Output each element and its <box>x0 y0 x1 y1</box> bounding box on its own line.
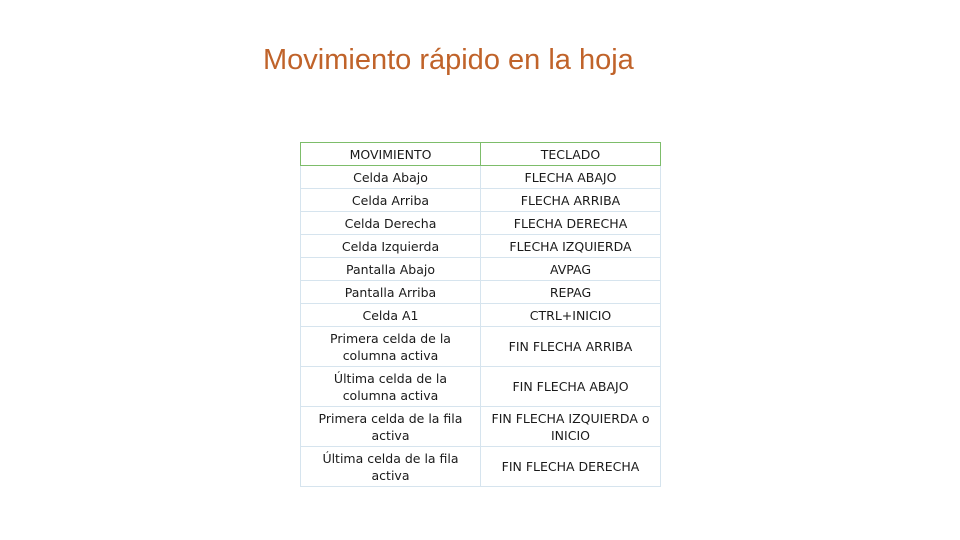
table-header-row <box>301 143 661 166</box>
column-header-movimiento: MOVIMIENTO <box>301 143 481 166</box>
table-row <box>301 407 661 447</box>
teclado-cell: FIN FLECHA ABAJO <box>481 367 661 407</box>
teclado-cell: AVPAG <box>481 258 661 281</box>
movimiento-cell: Primera celda de la columna activa <box>301 327 481 367</box>
table-row <box>301 212 661 235</box>
table-row <box>301 235 661 258</box>
table-row <box>301 258 661 281</box>
movimiento-cell: Celda Arriba <box>301 189 481 212</box>
table-row <box>301 327 661 367</box>
teclado-cell: FIN FLECHA DERECHA <box>481 447 661 487</box>
column-header-teclado: TECLADO <box>481 143 661 166</box>
movimiento-cell: Última celda de la fila activa <box>301 447 481 487</box>
table-row <box>301 367 661 407</box>
page-title: Movimiento rápido en la hoja <box>263 44 634 76</box>
table-row <box>301 281 661 304</box>
movimiento-cell: Celda Abajo <box>301 166 481 189</box>
shortcuts-table <box>300 142 661 487</box>
teclado-cell: FLECHA IZQUIERDA <box>481 235 661 258</box>
teclado-cell: FIN FLECHA ARRIBA <box>481 327 661 367</box>
teclado-cell: CTRL+INICIO <box>481 304 661 327</box>
teclado-cell: REPAG <box>481 281 661 304</box>
table-row <box>301 189 661 212</box>
teclado-cell: FLECHA ARRIBA <box>481 189 661 212</box>
movimiento-cell: Celda Derecha <box>301 212 481 235</box>
teclado-cell: FLECHA ABAJO <box>481 166 661 189</box>
table-row <box>301 447 661 487</box>
movimiento-cell: Celda Izquierda <box>301 235 481 258</box>
movimiento-cell: Pantalla Arriba <box>301 281 481 304</box>
movimiento-cell: Pantalla Abajo <box>301 258 481 281</box>
teclado-cell: FLECHA DERECHA <box>481 212 661 235</box>
movimiento-cell: Primera celda de la fila activa <box>301 407 481 447</box>
table-row <box>301 304 661 327</box>
movimiento-cell: Celda A1 <box>301 304 481 327</box>
teclado-cell: FIN FLECHA IZQUIERDA o INICIO <box>481 407 661 447</box>
table-row <box>301 166 661 189</box>
movimiento-cell: Última celda de la columna activa <box>301 367 481 407</box>
